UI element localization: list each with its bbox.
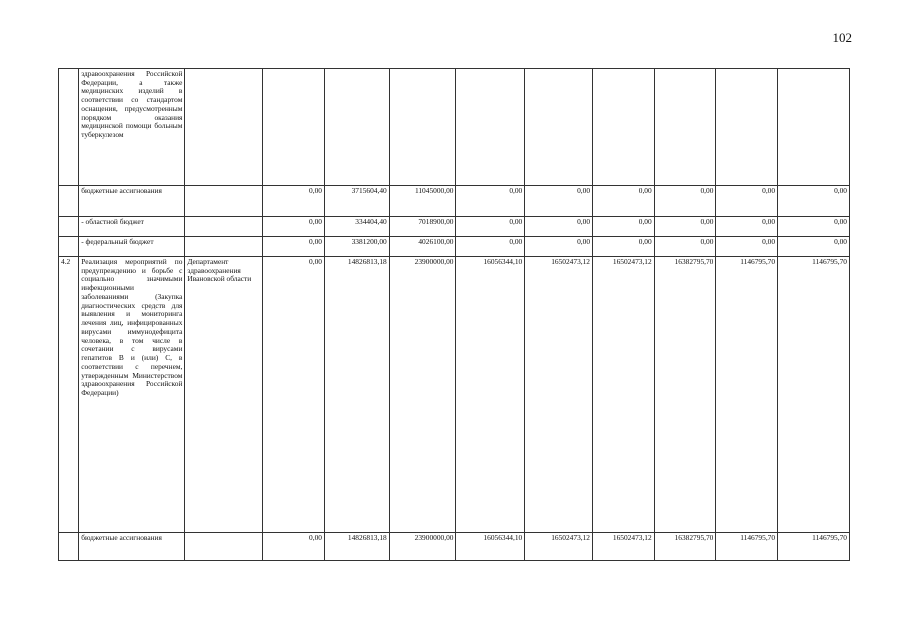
table-row: [59, 186, 850, 217]
value-cell: 7018900,00: [389, 217, 456, 237]
row-index: [59, 533, 79, 561]
value-cell: 0,00: [654, 237, 716, 257]
value-cell: 1146795,70: [716, 257, 778, 533]
value-cell: 16382795,70: [654, 533, 716, 561]
value-cell: 11045000,00: [389, 186, 456, 217]
row-description: - федеральный бюджет: [79, 237, 185, 257]
row-executor: [185, 69, 263, 186]
value-cell: 16382795,70: [654, 257, 716, 533]
value-cell: 3715604,40: [324, 186, 389, 217]
row-index: [59, 186, 79, 217]
value-cell: 14826813,18: [324, 257, 389, 533]
value-cell: 0,00: [456, 237, 525, 257]
value-cell: 1146795,70: [716, 533, 778, 561]
value-cell: 23900000,00: [389, 533, 456, 561]
value-cell: 1146795,70: [778, 533, 850, 561]
row-description: бюджетные ассигнования: [79, 533, 185, 561]
value-cell: 0,00: [456, 217, 525, 237]
value-cell: 0,00: [263, 257, 325, 533]
value-cell: 0,00: [456, 186, 525, 217]
value-cell: 0,00: [263, 217, 325, 237]
budget-table: [58, 68, 850, 561]
value-cell: [263, 69, 325, 186]
row-executor: [185, 217, 263, 237]
value-cell: [716, 69, 778, 186]
row-executor: [185, 533, 263, 561]
table-row: [59, 533, 850, 561]
row-index: [59, 69, 79, 186]
row-description: здравоохранения Российской Федерации, а также медицинских изделий в соответствии со стандартом оснащения, предусмотренным порядком оказания медицинской помощи больным туберкулезом: [79, 69, 185, 186]
row-index: [59, 217, 79, 237]
value-cell: [324, 69, 389, 186]
value-cell: 0,00: [525, 217, 593, 237]
value-cell: 3381200,00: [324, 237, 389, 257]
value-cell: 0,00: [263, 186, 325, 217]
value-cell: 0,00: [654, 217, 716, 237]
value-cell: [654, 69, 716, 186]
value-cell: 14826813,18: [324, 533, 389, 561]
value-cell: [456, 69, 525, 186]
value-cell: 0,00: [778, 217, 850, 237]
value-cell: 0,00: [263, 237, 325, 257]
value-cell: [389, 69, 456, 186]
table-row: [59, 217, 850, 237]
value-cell: [593, 69, 655, 186]
value-cell: 16502473,12: [593, 257, 655, 533]
value-cell: 1146795,70: [778, 257, 850, 533]
page-number: 102: [832, 30, 852, 45]
value-cell: 0,00: [654, 186, 716, 217]
value-cell: 16056344,10: [456, 257, 525, 533]
row-index: 4.2: [59, 257, 79, 533]
row-executor: [185, 237, 263, 257]
value-cell: 0,00: [716, 186, 778, 217]
value-cell: 0,00: [716, 237, 778, 257]
row-description: Реализация мероприятий по предупреждению и борьбе с социально значимыми инфекционными заболеваниями (Закупка диагностических средств для выявления и мониторинга лечения лиц, инфицированных вирусами иммунодефицита человека, в том числе в сочетании с вирусами гепатитов В и (или) С, в соответствии с перечнем, утвержденным Министерством здравоохранения Российской Федерации): [79, 257, 185, 533]
value-cell: 0,00: [263, 533, 325, 561]
value-cell: 16056344,10: [456, 533, 525, 561]
value-cell: 0,00: [525, 186, 593, 217]
value-cell: 23900000,00: [389, 257, 456, 533]
row-executor: [185, 186, 263, 217]
value-cell: 334404,40: [324, 217, 389, 237]
row-description: - областной бюджет: [79, 217, 185, 237]
value-cell: 16502473,12: [525, 257, 593, 533]
table-row: [59, 257, 850, 533]
row-description: бюджетные ассигнования: [79, 186, 185, 217]
value-cell: 0,00: [593, 217, 655, 237]
value-cell: 16502473,12: [525, 533, 593, 561]
value-cell: 0,00: [525, 237, 593, 257]
value-cell: 0,00: [778, 186, 850, 217]
value-cell: 0,00: [593, 237, 655, 257]
value-cell: 0,00: [593, 186, 655, 217]
value-cell: 4026100,00: [389, 237, 456, 257]
value-cell: 16502473,12: [593, 533, 655, 561]
value-cell: [525, 69, 593, 186]
table-row: [59, 69, 850, 186]
table-row: [59, 237, 850, 257]
value-cell: 0,00: [716, 217, 778, 237]
value-cell: [778, 69, 850, 186]
row-index: [59, 237, 79, 257]
row-executor: Департамент здравоохранения Ивановской области: [185, 257, 263, 533]
value-cell: 0,00: [778, 237, 850, 257]
